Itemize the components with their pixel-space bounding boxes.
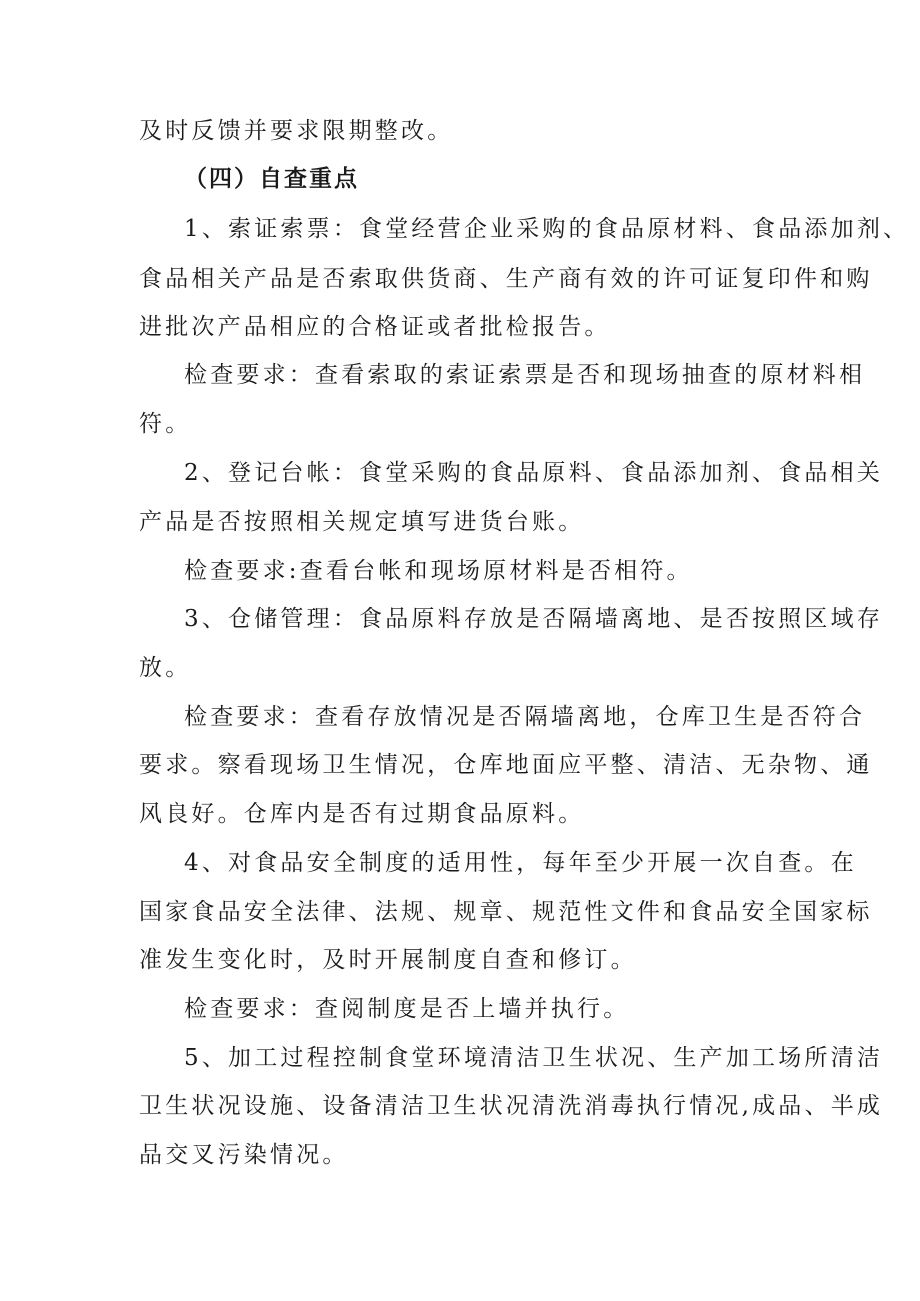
paragraph-line: 产品是否按照相关规定填写进货台账。: [139, 509, 585, 535]
paragraph-line: 放。: [139, 655, 192, 681]
paragraph-line: 食品相关产品是否索取供货商、生产商有效的许可证复印件和购: [139, 266, 873, 292]
paragraph-line: 符。: [139, 411, 192, 437]
paragraph-line: 检查要求：查看索取的索证索票是否和现场抽查的原材料相: [184, 362, 866, 388]
section-heading: （四）自查重点: [184, 166, 359, 192]
paragraph-line: 国家食品安全法律、法规、规章、规范性文件和食品安全国家标: [139, 899, 873, 925]
paragraph-line: 检查要求：查看存放情况是否隔墙离地，仓库卫生是否符合: [184, 704, 866, 730]
paragraph-line: 风良好。仓库内是否有过期食品原料。: [139, 801, 585, 827]
paragraph-line: 检查要求:查看台帐和现场原材料是否相符。: [184, 558, 693, 584]
paragraph-line: 检查要求：查阅制度是否上墙并执行。: [184, 996, 630, 1022]
paragraph-line: 4、对食品安全制度的适用性，每年至少开展一次自查。在: [184, 850, 857, 876]
paragraph-line: 要求。察看现场卫生情况，仓库地面应平整、清洁、无杂物、通: [139, 752, 873, 778]
paragraph-line: 进批次产品相应的合格证或者批检报告。: [139, 314, 611, 340]
paragraph-line: 3、仓储管理：食品原料存放是否隔墙离地、是否按照区域存: [184, 606, 884, 632]
paragraph-line: 品交叉污染情况。: [139, 1142, 349, 1168]
paragraph-line: 及时反馈并要求限期整改。: [139, 118, 454, 144]
paragraph-line: 1、索证索票：食堂经营企业采购的食品原材料、食品添加剂、: [184, 216, 910, 242]
paragraph-line: 5、加工过程控制食堂环境清洁卫生状况、生产加工场所清洁: [184, 1045, 884, 1071]
paragraph-line: 卫生状况设施、设备清洁卫生状况清洗消毒执行情况,成品、半成: [139, 1093, 884, 1119]
paragraph-line: 准发生变化时，及时开展制度自查和修订。: [139, 947, 637, 973]
paragraph-line: 2、登记台帐：食堂采购的食品原料、食品添加剂、食品相关: [184, 460, 884, 486]
